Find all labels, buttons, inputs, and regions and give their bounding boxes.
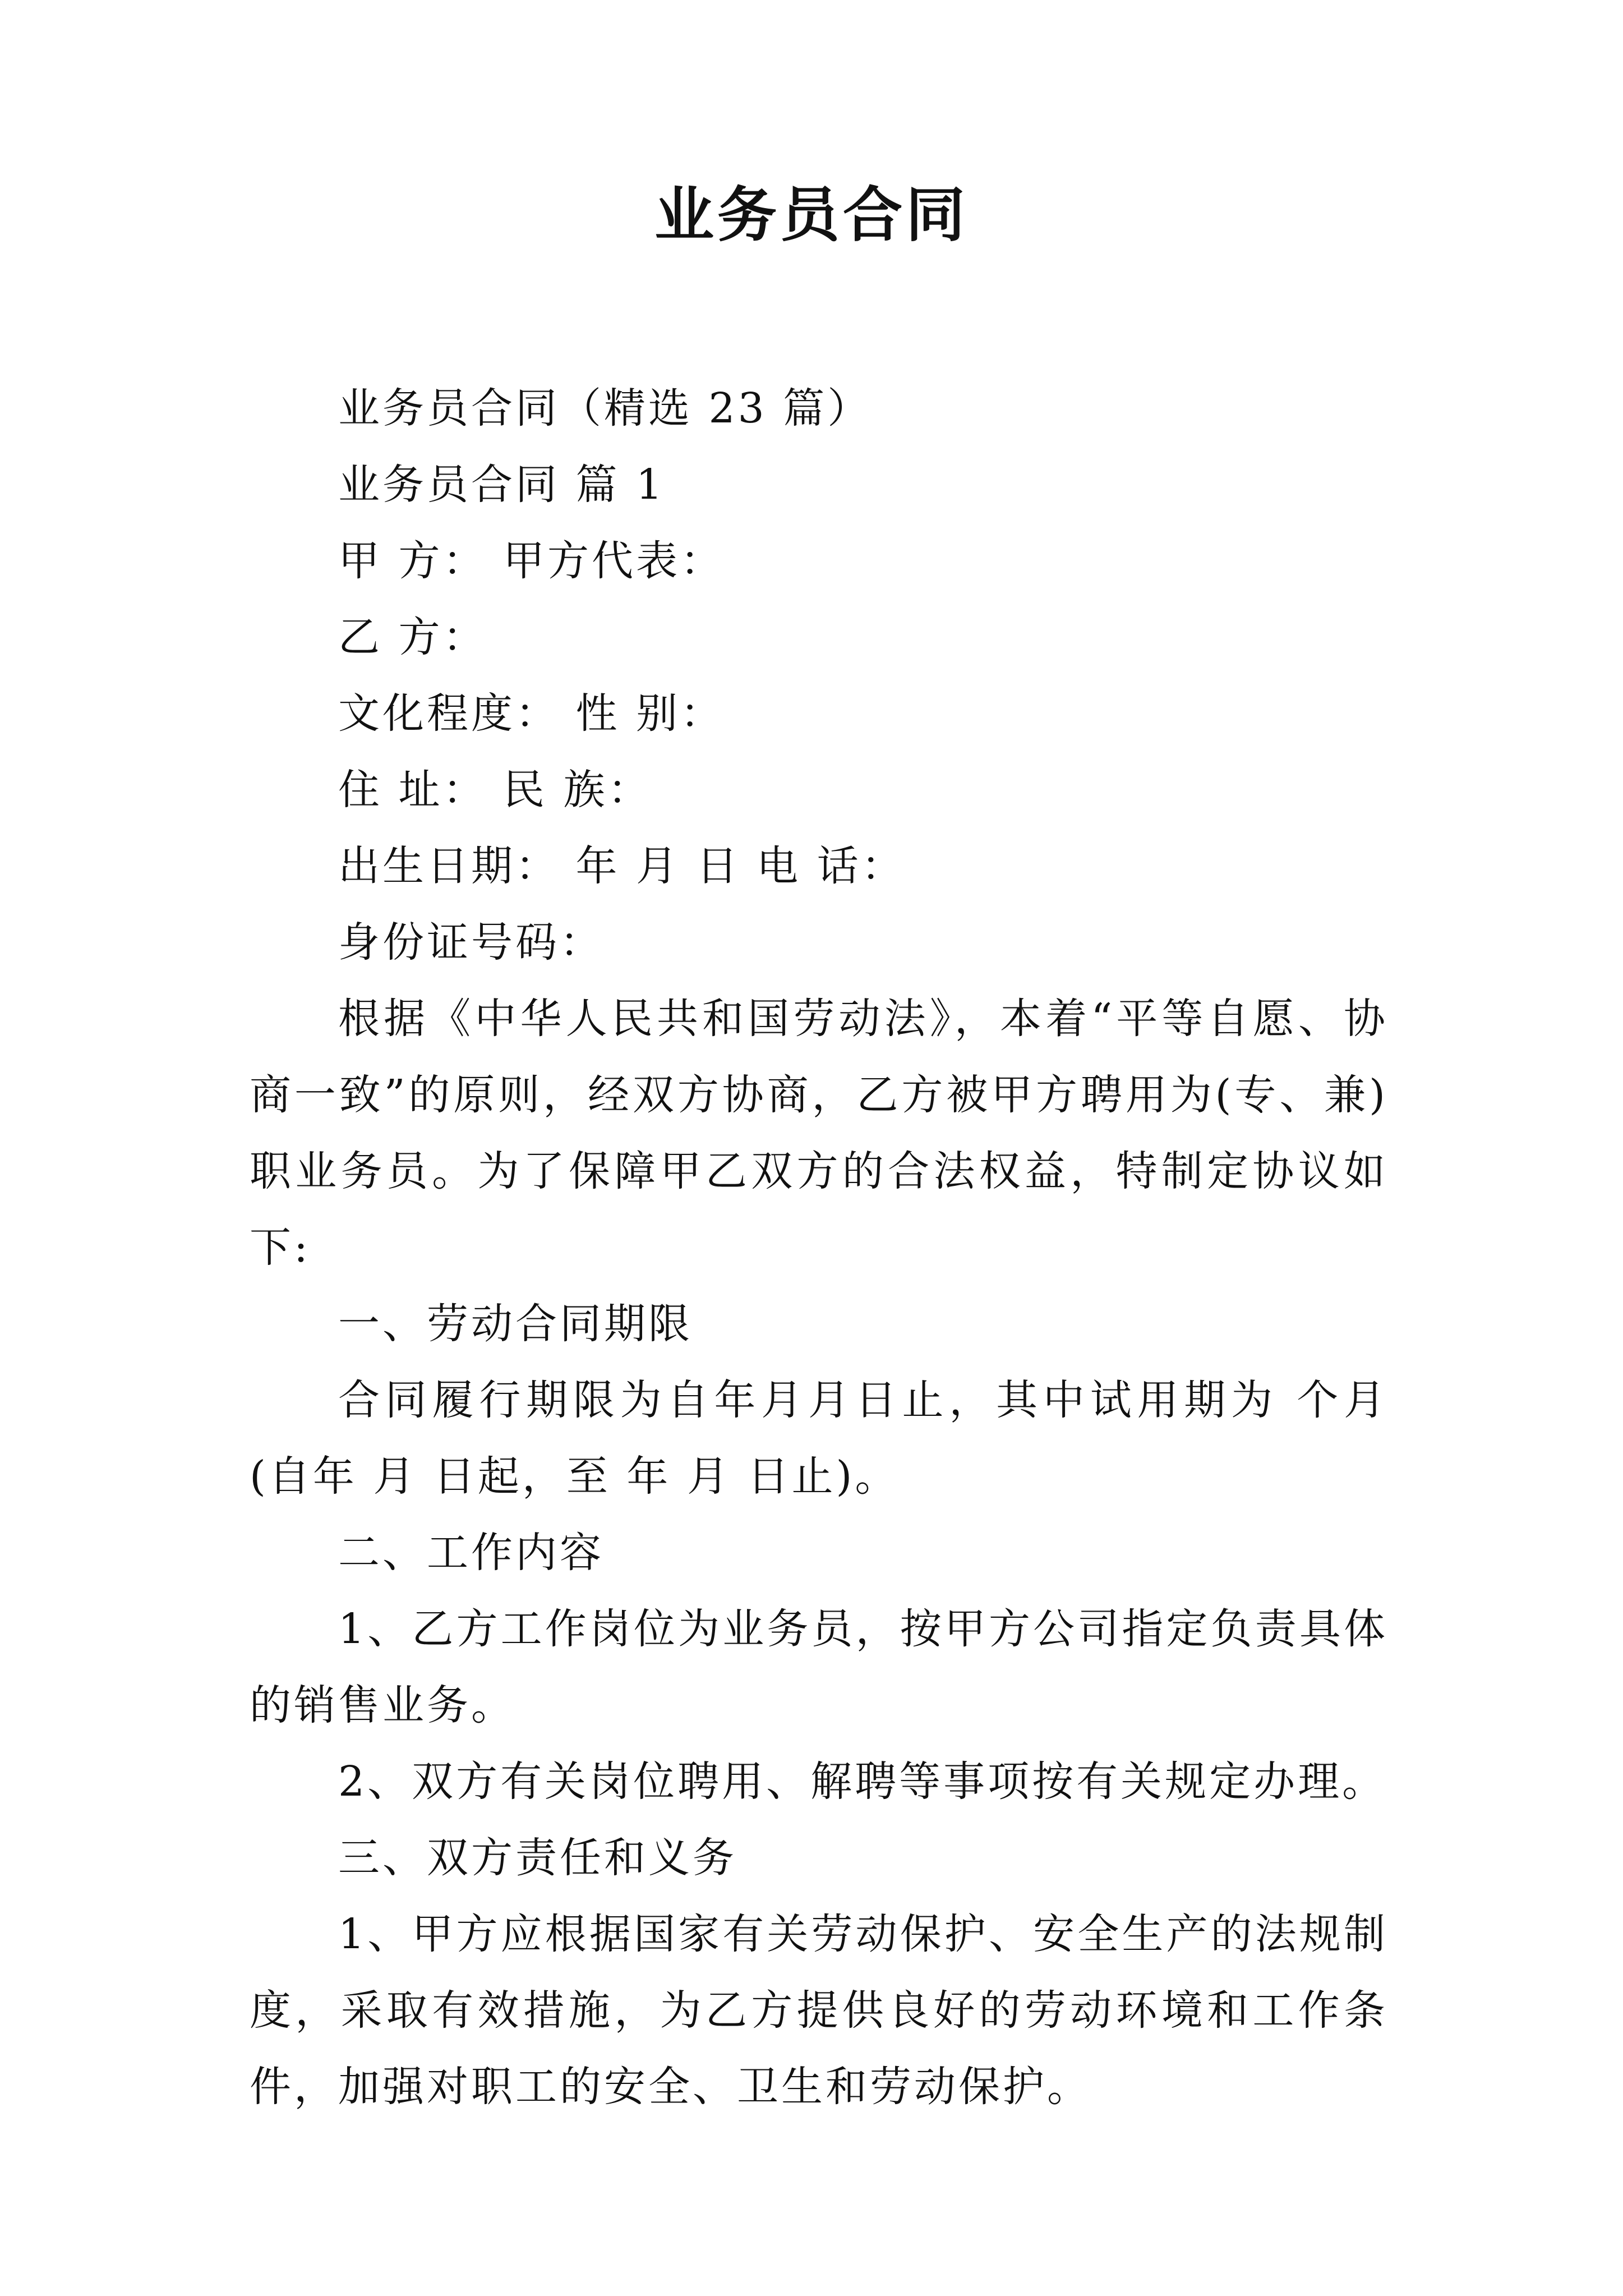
education-gender-line: 文化程度： 性 别：	[338, 689, 725, 738]
clause-paragraph: 1、乙方工作岗位为业务员，按甲方公司指定负责具体的销售业务。	[250, 1605, 1388, 1729]
subtitle-line: 业务员合同（精选 23 篇）	[338, 384, 872, 432]
party-b-line: 乙 方：	[338, 613, 487, 661]
id-number-line: 身份证号码：	[338, 918, 604, 967]
birthdate-phone-line: 出生日期： 年 月 日 电 话：	[338, 842, 906, 890]
clause-heading: 三、双方责任和义务	[338, 1834, 737, 1882]
clause-paragraph: 2、双方有关岗位聘用、解聘等事项按有关规定办理。	[338, 1757, 1387, 1806]
party-a-line: 甲 方： 甲方代表：	[338, 537, 725, 585]
clause-paragraph: 1、甲方应根据国家有关劳动保护、安全生产的法规制度，采取有效措施，为乙方提供良好的劳动环境和工作条件，加强对职工的安全、卫生和劳动保护。	[250, 1910, 1388, 2111]
clause-heading: 二、工作内容	[338, 1529, 604, 1577]
address-ethnicity-line: 住 址： 民 族：	[338, 766, 652, 814]
section-heading-line: 业务员合同 篇 1	[338, 461, 666, 509]
clause-heading: 一、劳动合同期限	[338, 1300, 693, 1348]
document-title: 业务员合同	[654, 180, 969, 250]
clause-paragraph: 合同履行期限为自年月月日止，其中试用期为 个月(自年 月 日起，至 年 月 日止)。	[250, 1376, 1388, 1501]
intro-paragraph: 根据《中华人民共和国劳动法》，本着“平等自愿、协商一致”的原则，经双方协商，乙方被甲方聘用为(专、兼)职业务员。为了保障甲乙双方的合法权益，特制定协议如下:	[250, 995, 1388, 1272]
document-body	[250, 370, 1388, 2125]
